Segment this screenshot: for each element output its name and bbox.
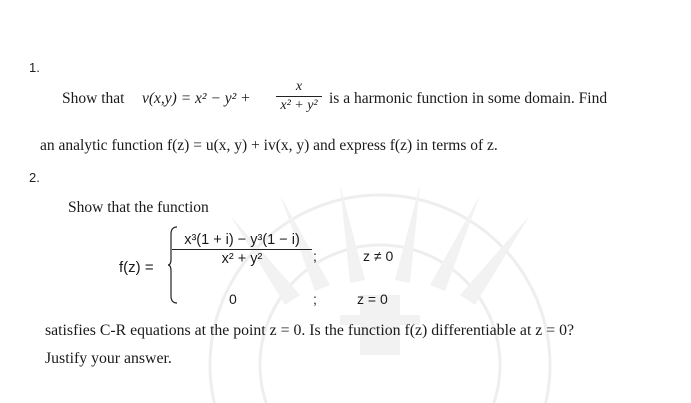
q2-case2-value: 0 <box>229 291 237 307</box>
q1-line-2: an analytic function f(z) = u(x, y) + iv(x, y) and express f(z) in terms of z. <box>40 137 498 154</box>
q2-case1-condition: z ≠ 0 <box>363 248 394 264</box>
q1-frac-denominator: x² + y² <box>280 98 318 113</box>
q1-show-that: Show that <box>62 90 125 107</box>
question-2-number: 2. <box>29 170 40 185</box>
q2-case2-separator: ; <box>313 291 317 307</box>
q1-function-lhs: v(x,y) = x² − y² + <box>142 90 251 107</box>
q2-case1-bar <box>172 249 312 250</box>
q2-case2-condition: z = 0 <box>357 291 388 307</box>
question-1-number: 1. <box>29 60 40 75</box>
q2-line-2: Justify your answer. <box>45 350 172 367</box>
q1-fraction <box>276 79 322 114</box>
q2-lhs: f(z) = <box>119 259 154 276</box>
q1-frac-numerator: x <box>295 79 303 94</box>
q1-tail-text: is a harmonic function in some domain. Find <box>329 90 608 107</box>
q2-case1-separator: ; <box>313 248 317 264</box>
q2-case1-fraction <box>172 232 312 267</box>
q2-line-1: satisfies C-R equations at the point z = 0. Is the function f(z) differentiable at z = 0? <box>45 322 575 339</box>
watermark-emblem <box>190 175 570 403</box>
q2-case1-numerator: x³(1 + i) − y³(1 − i) <box>184 232 300 248</box>
q1-frac-bar <box>276 96 322 97</box>
q2-intro: Show that the function <box>68 199 209 216</box>
q2-case1-denominator: x² + y² <box>221 251 263 267</box>
